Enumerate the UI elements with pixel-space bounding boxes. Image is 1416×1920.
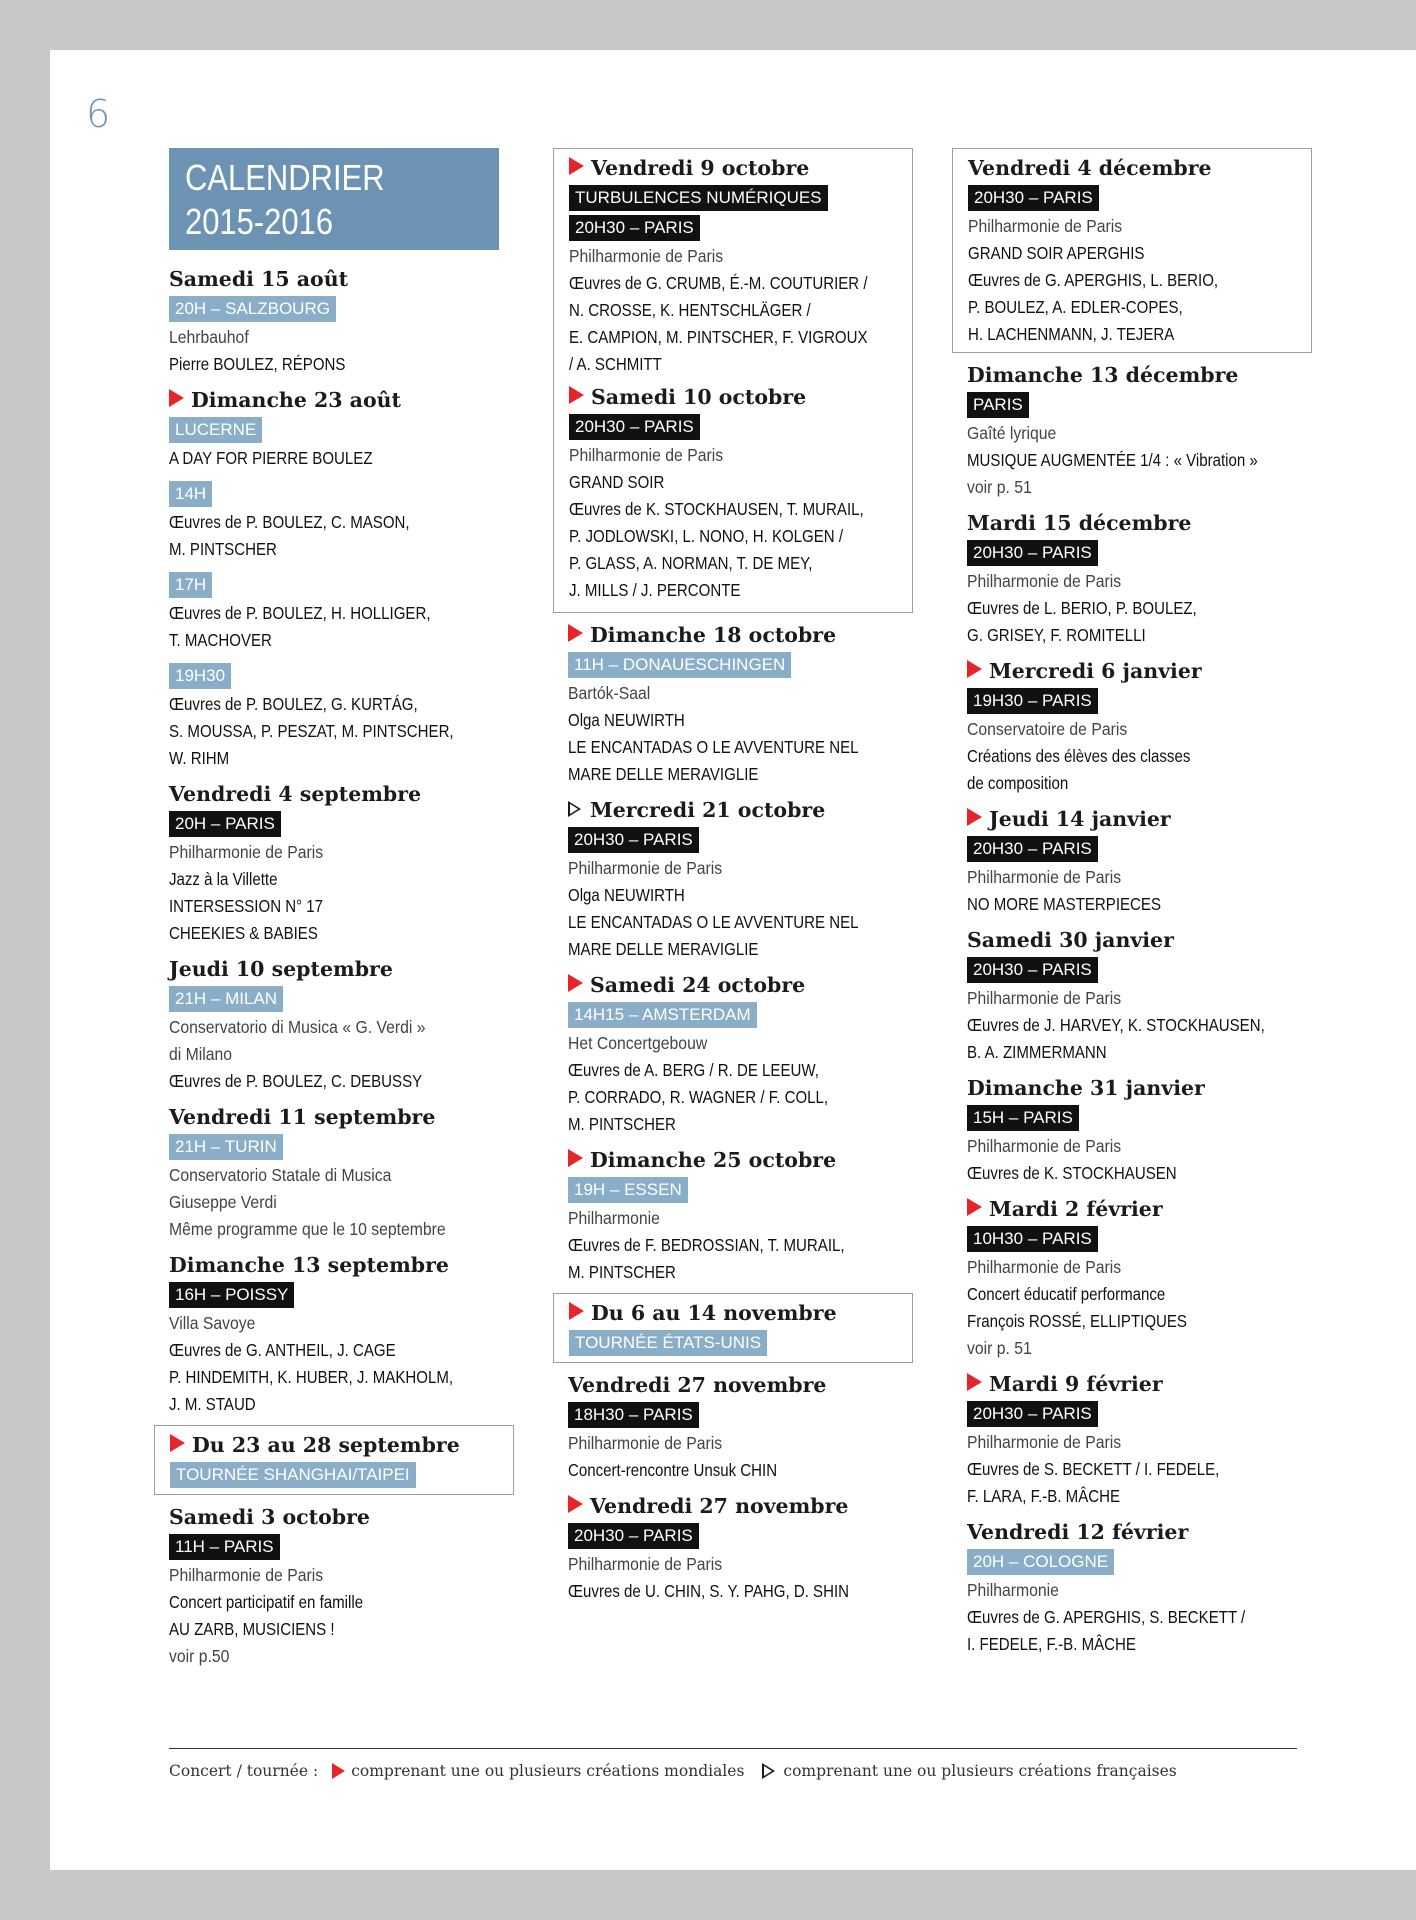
- event-time-location-badge: 20H30 – PARIS: [967, 836, 1098, 862]
- event-program: P. HINDEMITH, K. HUBER, J. MAKHOLM,: [169, 1367, 454, 1387]
- calendar-event: [568, 970, 898, 1138]
- calendar-event: [169, 1502, 499, 1670]
- event-time-location-badge: TURBULENCES NUMÉRIQUES: [569, 185, 828, 211]
- event-tag-row: [967, 390, 1297, 420]
- calendar-title-box: [169, 148, 499, 250]
- event-date: [170, 1430, 498, 1460]
- calendar-event: [967, 360, 1297, 501]
- event-venue: Philharmonie de Paris: [967, 988, 1122, 1008]
- event-program: P. GLASS, A. NORMAN, T. DE MEY,: [569, 553, 813, 573]
- event-time-location-badge: LUCERNE: [169, 417, 262, 443]
- event-program: Œuvres de F. BEDROSSIAN, T. MURAIL,: [568, 1235, 845, 1255]
- event-tag-row: [967, 1547, 1297, 1577]
- highlighted-event-group: [553, 148, 913, 613]
- premiere-marker: [967, 804, 989, 834]
- event-date: [169, 264, 499, 294]
- page-number: 6: [86, 92, 111, 136]
- event-time-location-badge: 16H – POISSY: [169, 1282, 294, 1308]
- event-program: Concert éducatif performance: [967, 1284, 1166, 1304]
- event-tag-row: [568, 1175, 898, 1205]
- event-time-location-badge: TOURNÉE SHANGHAI/TAIPEI: [170, 1462, 416, 1488]
- event-date-text: Dimanche 13 décembre: [967, 363, 1239, 387]
- calendar-event: [169, 1250, 499, 1418]
- calendar-event: [568, 620, 898, 788]
- event-program: CHEEKIES & BABIES: [169, 923, 318, 943]
- event-time-location-badge: 20H – PARIS: [169, 811, 281, 837]
- footer-divider: [169, 1748, 1297, 1749]
- event-date-text: Vendredi 4 septembre: [169, 782, 422, 806]
- event-program: E. CAMPION, M. PINTSCHER, F. VIGROUX: [569, 327, 868, 347]
- event-time-location-badge: 20H30 – PARIS: [968, 185, 1099, 211]
- calendar-event: [568, 795, 898, 963]
- event-program: Œuvres de P. BOULEZ, C. DEBUSSY: [169, 1071, 423, 1091]
- world-premiere-icon: [170, 1434, 185, 1452]
- world-premiere-icon: [967, 808, 982, 826]
- event-tag-row: [169, 479, 499, 509]
- event-tag-row: [169, 294, 499, 324]
- event-program: M. PINTSCHER: [568, 1114, 676, 1134]
- premiere-marker: [568, 1491, 590, 1521]
- event-venue: Philharmonie de Paris: [967, 1432, 1122, 1452]
- event-date-text: Samedi 24 octobre: [590, 973, 806, 997]
- premiere-marker: [967, 656, 989, 686]
- event-venue: Philharmonie de Paris: [569, 246, 724, 266]
- event-date-text: Vendredi 27 novembre: [568, 1373, 827, 1397]
- event-program: de composition: [967, 773, 1069, 793]
- event-note: voir p. 51: [967, 1338, 1032, 1358]
- premiere-marker: [568, 970, 590, 1000]
- event-program: J. MILLS / J. PERCONTE: [569, 580, 741, 600]
- event-venue: Philharmonie de Paris: [967, 1257, 1122, 1277]
- world-premiere-icon: [967, 1198, 982, 1216]
- event-date-text: Dimanche 18 octobre: [590, 623, 837, 647]
- event-tag-row: [568, 1400, 898, 1430]
- event-program: Œuvres de K. STOCKHAUSEN: [967, 1163, 1177, 1183]
- legend-mondiale: comprenant une ou plusieurs créations mondiales: [351, 1762, 745, 1780]
- event-venue: Philharmonie de Paris: [967, 1136, 1122, 1156]
- world-premiere-icon: [169, 389, 184, 407]
- event-date: [967, 1517, 1297, 1547]
- event-date-text: Samedi 30 janvier: [967, 928, 1174, 952]
- event-venue: Conservatoire de Paris: [967, 719, 1128, 739]
- event-date-text: Dimanche 25 octobre: [590, 1148, 837, 1172]
- world-premiere-icon: [569, 1302, 584, 1320]
- event-tag-row: [169, 415, 499, 445]
- calendar-event: [553, 1293, 913, 1363]
- calendar-event: [169, 954, 499, 1095]
- event-tag-row: [568, 650, 898, 680]
- calendar-event: [169, 385, 499, 472]
- legend-francaise: comprenant une ou plusieurs créations françaises: [783, 1762, 1177, 1780]
- event-time-location-badge: 19H30: [169, 663, 231, 689]
- event-date: [569, 382, 897, 412]
- premiere-marker: [568, 1145, 590, 1175]
- premiere-marker: [568, 620, 590, 650]
- event-date: [968, 153, 1296, 183]
- event-date-text: Samedi 10 octobre: [591, 385, 807, 409]
- event-date-text: Vendredi 11 septembre: [169, 1105, 436, 1129]
- event-program: P. BOULEZ, A. EDLER-COPES,: [968, 297, 1183, 317]
- calendar-event: [169, 1102, 499, 1243]
- event-time-location-badge: 20H30 – PARIS: [568, 1523, 699, 1549]
- calendar-event: [569, 153, 897, 378]
- event-date-text: Du 6 au 14 novembre: [591, 1301, 837, 1325]
- calendar-event: [568, 1145, 898, 1286]
- event-date: [569, 153, 897, 183]
- event-date: [169, 779, 499, 809]
- events-list-3: [967, 148, 1297, 1658]
- event-tag-row: [967, 1399, 1297, 1429]
- event-program: LE ENCANTADAS O LE AVVENTURE NEL: [568, 912, 859, 932]
- world-premiere-icon: [332, 1763, 345, 1779]
- event-date: [967, 1194, 1297, 1224]
- event-time-location-badge: 21H – MILAN: [169, 986, 283, 1012]
- event-date-text: Vendredi 9 octobre: [591, 156, 810, 180]
- event-time-location-badge: 20H30 – PARIS: [967, 1401, 1098, 1427]
- event-time-location-badge: 20H30 – PARIS: [568, 827, 699, 853]
- event-tag-row: [568, 1521, 898, 1551]
- event-tag-row: [967, 1224, 1297, 1254]
- event-date: [967, 804, 1297, 834]
- event-tag-row: [569, 213, 897, 243]
- french-premiere-icon: [568, 801, 581, 817]
- event-venue: Conservatorio Statale di Musica: [169, 1165, 392, 1185]
- event-date: [967, 656, 1297, 686]
- event-date-text: Samedi 15 août: [169, 267, 349, 291]
- event-program: INTERSESSION N° 17: [169, 896, 324, 916]
- event-venue: Lehrbauhof: [169, 327, 249, 347]
- event-time-location-badge: 20H30 – PARIS: [967, 540, 1098, 566]
- event-venue: di Milano: [169, 1044, 233, 1064]
- event-tag-row: [568, 825, 898, 855]
- event-tag-row: [967, 538, 1297, 568]
- event-date: [967, 1073, 1297, 1103]
- world-premiere-icon: [568, 974, 583, 992]
- event-date: [967, 925, 1297, 955]
- event-date-text: Mardi 9 février: [989, 1372, 1163, 1396]
- event-program: Œuvres de P. BOULEZ, G. KURTÁG,: [169, 694, 418, 714]
- french-premiere-icon: [762, 1763, 775, 1779]
- event-venue: Philharmonie de Paris: [568, 1554, 723, 1574]
- event-time-location-badge: 20H30 – PARIS: [569, 414, 700, 440]
- event-program: Œuvres de A. BERG / R. DE LEEUW,: [568, 1060, 819, 1080]
- event-venue: Philharmonie: [568, 1208, 660, 1228]
- event-time-location-badge: 10H30 – PARIS: [967, 1226, 1098, 1252]
- event-date-text: Jeudi 10 septembre: [169, 957, 393, 981]
- event-venue: Philharmonie de Paris: [169, 842, 324, 862]
- event-date: [169, 1102, 499, 1132]
- event-venue: Bartók-Saal: [568, 683, 651, 703]
- event-program: GRAND SOIR APERGHIS: [968, 243, 1145, 263]
- premiere-marker: [569, 382, 591, 412]
- event-program: Olga NEUWIRTH: [568, 885, 685, 905]
- event-time-location-badge: 11H – PARIS: [169, 1534, 280, 1560]
- event-program: S. MOUSSA, P. PESZAT, M. PINTSCHER,: [169, 721, 454, 741]
- event-venue: Même programme que le 10 septembre: [169, 1219, 446, 1239]
- premiere-marker: [170, 1430, 192, 1460]
- event-date-text: Samedi 3 octobre: [169, 1505, 370, 1529]
- event-program: N. CROSSE, K. HENTSCHLÄGER /: [569, 300, 811, 320]
- event-program: Créations des élèves des classes: [967, 746, 1191, 766]
- event-time-location-badge: 19H – ESSEN: [568, 1177, 688, 1203]
- event-date-text: Mercredi 21 octobre: [590, 798, 826, 822]
- event-program: P. CORRADO, R. WAGNER / F. COLL,: [568, 1087, 829, 1107]
- event-venue: Philharmonie de Paris: [967, 867, 1122, 887]
- event-time-location-badge: 18H30 – PARIS: [568, 1402, 699, 1428]
- event-date-text: Vendredi 4 décembre: [968, 156, 1212, 180]
- calendar-event: [169, 570, 499, 654]
- event-program: M. PINTSCHER: [568, 1262, 676, 1282]
- event-program: M. PINTSCHER: [169, 539, 277, 559]
- calendar-title-line-2: 2015-2016: [185, 201, 334, 242]
- column-3: [967, 148, 1297, 1665]
- event-program: H. LACHENMANN, J. TEJERA: [968, 324, 1175, 344]
- calendar-event: [967, 1194, 1297, 1362]
- event-program: / A. SCHMITT: [569, 354, 662, 374]
- event-tag-row: [967, 834, 1297, 864]
- event-date: [967, 508, 1297, 538]
- event-time-location-badge: 20H30 – PARIS: [569, 215, 700, 241]
- event-date-text: Mardi 2 février: [989, 1197, 1163, 1221]
- calendar-event: [967, 1517, 1297, 1658]
- event-program: Œuvres de G. APERGHIS, S. BECKETT /: [967, 1607, 1246, 1627]
- event-tag-row: [170, 1460, 498, 1490]
- events-list-2: [568, 148, 898, 1605]
- event-venue: Philharmonie de Paris: [568, 1433, 723, 1453]
- event-program: A DAY FOR PIERRE BOULEZ: [169, 448, 373, 468]
- event-time-location-badge: 20H30 – PARIS: [967, 957, 1098, 983]
- event-tag-row: [569, 183, 897, 213]
- event-venue: Giuseppe Verdi: [169, 1192, 277, 1212]
- event-program: J. M. STAUD: [169, 1394, 256, 1414]
- premiere-marker: [967, 1369, 989, 1399]
- world-premiere-icon: [569, 386, 584, 404]
- event-program: Œuvres de G. ANTHEIL, J. CAGE: [169, 1340, 396, 1360]
- event-date-text: Dimanche 23 août: [191, 388, 402, 412]
- event-note: voir p.50: [169, 1646, 230, 1666]
- event-date: [568, 1491, 898, 1521]
- legend-label: Concert / tournée :: [169, 1762, 319, 1780]
- event-program: Œuvres de J. HARVEY, K. STOCKHAUSEN,: [967, 1015, 1265, 1035]
- event-note: voir p. 51: [967, 477, 1032, 497]
- premiere-marker: [569, 153, 591, 183]
- event-program: Œuvres de S. BECKETT / I. FEDELE,: [967, 1459, 1220, 1479]
- calendar-event: [169, 661, 499, 772]
- event-program: Œuvres de K. STOCKHAUSEN, T. MURAIL,: [569, 499, 864, 519]
- event-tag-row: [169, 809, 499, 839]
- calendar-event: [154, 1425, 514, 1495]
- event-date: [569, 1298, 897, 1328]
- event-date-text: Dimanche 31 janvier: [967, 1076, 1205, 1100]
- event-date-text: Vendredi 27 novembre: [590, 1494, 849, 1518]
- event-tag-row: [568, 1000, 898, 1030]
- world-premiere-icon: [568, 1149, 583, 1167]
- event-tag-row: [967, 955, 1297, 985]
- event-date: [169, 954, 499, 984]
- event-tag-row: [169, 984, 499, 1014]
- event-program: Œuvres de G. APERGHIS, L. BERIO,: [968, 270, 1219, 290]
- event-venue: Philharmonie de Paris: [568, 858, 723, 878]
- premiere-marker: [569, 1298, 591, 1328]
- world-premiere-icon: [967, 1373, 982, 1391]
- event-program: Pierre BOULEZ, RÉPONS: [169, 354, 346, 374]
- calendar-event: [169, 479, 499, 563]
- event-tag-row: [967, 1103, 1297, 1133]
- calendar-event: [967, 1369, 1297, 1510]
- event-program: MUSIQUE AUGMENTÉE 1/4 : « Vibration »: [967, 450, 1258, 470]
- event-venue: Villa Savoye: [169, 1313, 256, 1333]
- event-program: W. RIHM: [169, 748, 230, 768]
- event-program: B. A. ZIMMERMANN: [967, 1042, 1107, 1062]
- event-date-text: Du 23 au 28 septembre: [192, 1433, 460, 1457]
- calendar-event: [169, 779, 499, 947]
- event-tag-row: [169, 1132, 499, 1162]
- event-date: [169, 1502, 499, 1532]
- event-date-text: Mercredi 6 janvier: [989, 659, 1202, 683]
- event-date-text: Mardi 15 décembre: [967, 511, 1192, 535]
- event-program: Concert-rencontre Unsuk CHIN: [568, 1460, 778, 1480]
- calendar-event: [967, 804, 1297, 918]
- event-time-location-badge: 14H15 – AMSTERDAM: [568, 1002, 757, 1028]
- event-program: MARE DELLE MERAVIGLIE: [568, 764, 759, 784]
- event-date: [568, 1370, 898, 1400]
- event-program: AU ZARB, MUSICIENS !: [169, 1619, 335, 1639]
- event-venue: Conservatorio di Musica « G. Verdi »: [169, 1017, 426, 1037]
- calendar-event: [967, 1073, 1297, 1187]
- event-time-location-badge: 11H – DONAUESCHINGEN: [568, 652, 791, 678]
- event-tag-row: [569, 1328, 897, 1358]
- event-date: [169, 1250, 499, 1280]
- event-program: F. LARA, F.-B. MÂCHE: [967, 1486, 1121, 1506]
- event-tag-row: [169, 570, 499, 600]
- event-program: Œuvres de P. BOULEZ, H. HOLLIGER,: [169, 603, 431, 623]
- event-program: Œuvres de G. CRUMB, É.-M. COUTURIER /: [569, 273, 868, 293]
- event-date-text: Jeudi 14 janvier: [989, 807, 1171, 831]
- event-program: François ROSSÉ, ELLIPTIQUES: [967, 1311, 1187, 1331]
- events-list-1: [169, 264, 499, 1670]
- event-program: Concert participatif en famille: [169, 1592, 364, 1612]
- calendar-title-line-1: CALENDRIER: [185, 157, 385, 198]
- event-time-location-badge: 21H – TURIN: [169, 1134, 283, 1160]
- event-date: [568, 620, 898, 650]
- premiere-marker: [169, 385, 191, 415]
- calendar-event: [568, 1370, 898, 1484]
- event-time-location-badge: 14H: [169, 481, 212, 507]
- event-date: [967, 1369, 1297, 1399]
- event-venue: Het Concertgebouw: [568, 1033, 708, 1053]
- event-program: GRAND SOIR: [569, 472, 665, 492]
- event-tag-row: [967, 686, 1297, 716]
- event-program: T. MACHOVER: [169, 630, 272, 650]
- event-tag-row: [169, 1280, 499, 1310]
- event-date: [967, 360, 1297, 390]
- event-program: Œuvres de U. CHIN, S. Y. PAHG, D. SHIN: [568, 1581, 850, 1601]
- event-venue: Philharmonie de Paris: [968, 216, 1123, 236]
- legend: [169, 1762, 1177, 1780]
- event-program: G. GRISEY, F. ROMITELLI: [967, 625, 1146, 645]
- event-tag-row: [169, 661, 499, 691]
- event-date: [568, 795, 898, 825]
- event-program: Olga NEUWIRTH: [568, 710, 685, 730]
- event-program: Œuvres de L. BERIO, P. BOULEZ,: [967, 598, 1197, 618]
- calendar-event: [569, 382, 897, 604]
- event-program: NO MORE MASTERPIECES: [967, 894, 1162, 914]
- column-1: [169, 148, 499, 1677]
- event-venue: Philharmonie: [967, 1580, 1059, 1600]
- world-premiere-icon: [568, 624, 583, 642]
- premiere-marker: [568, 795, 590, 825]
- event-venue: Gaîté lyrique: [967, 423, 1057, 443]
- event-time-location-badge: 20H – SALZBOURG: [169, 296, 336, 322]
- premiere-marker: [967, 1194, 989, 1224]
- event-time-location-badge: 17H: [169, 572, 212, 598]
- event-venue: Philharmonie de Paris: [569, 445, 724, 465]
- event-program: Œuvres de P. BOULEZ, C. MASON,: [169, 512, 410, 532]
- column-2: [568, 148, 898, 1612]
- calendar-event: [967, 925, 1297, 1066]
- event-time-location-badge: 15H – PARIS: [967, 1105, 1079, 1131]
- event-program: P. JODLOWSKI, L. NONO, H. KOLGEN /: [569, 526, 844, 546]
- event-date: [169, 385, 499, 415]
- event-time-location-badge: 19H30 – PARIS: [967, 688, 1098, 714]
- world-premiere-icon: [568, 1495, 583, 1513]
- event-venue: Philharmonie de Paris: [169, 1565, 324, 1585]
- event-program: MARE DELLE MERAVIGLIE: [568, 939, 759, 959]
- event-tag-row: [169, 1532, 499, 1562]
- event-date: [568, 1145, 898, 1175]
- calendar-event: [169, 264, 499, 378]
- event-date: [568, 970, 898, 1000]
- calendar-event: [967, 508, 1297, 649]
- calendar-event: [952, 148, 1312, 353]
- calendar-event: [568, 1491, 898, 1605]
- event-tag-row: [968, 183, 1296, 213]
- event-program: I. FEDELE, F.-B. MÂCHE: [967, 1634, 1136, 1654]
- event-venue: Philharmonie de Paris: [967, 571, 1122, 591]
- event-time-location-badge: 20H – COLOGNE: [967, 1549, 1114, 1575]
- event-date-text: Vendredi 12 février: [967, 1520, 1189, 1544]
- event-tag-row: [569, 412, 897, 442]
- world-premiere-icon: [569, 157, 584, 175]
- event-date-text: Dimanche 13 septembre: [169, 1253, 449, 1277]
- event-time-location-badge: TOURNÉE ÉTATS-UNIS: [569, 1330, 767, 1356]
- world-premiere-icon: [967, 660, 982, 678]
- event-time-location-badge: PARIS: [967, 392, 1029, 418]
- event-program: Jazz à la Villette: [169, 869, 278, 889]
- calendar-event: [967, 656, 1297, 797]
- event-program: LE ENCANTADAS O LE AVVENTURE NEL: [568, 737, 859, 757]
